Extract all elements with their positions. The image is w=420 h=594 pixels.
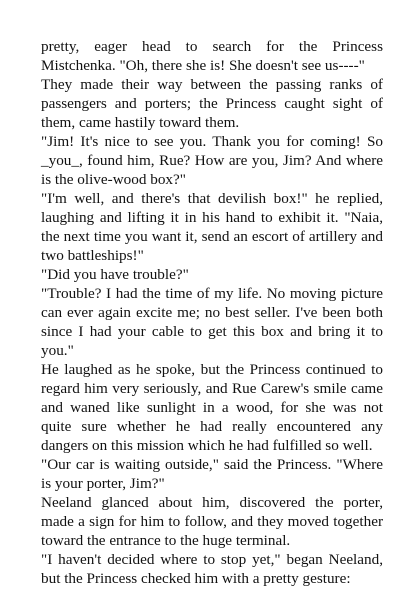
paragraph-10: "I haven't decided where to stop yet," began Neeland, but the Princess checked him with a pretty gesture: — [41, 551, 383, 587]
paragraph-9: Neeland glanced about him, discovered the porter, made a sign for him to follow, and they moved together toward the entrance to the huge terminal. — [41, 494, 383, 549]
paragraph-7: He laughed as he spoke, but the Princess continued to regard him very seriously, and Rue Carew's smile came and waned like sunlight in a wood, for she was not quite sure whether he had really encountered any dangers on this mission which he had fulfilled so well. — [41, 361, 383, 454]
paragraph-3: "Jim! It's nice to see you. Thank you for coming! So _you_, found him, Rue? How are you, Jim? And where is the olive-wood box?" — [41, 133, 383, 188]
paragraph-2: They made their way between the passing ranks of passengers and porters; the Princess caught sight of them, came hastily toward them. — [41, 76, 383, 131]
paragraph-5: "Did you have trouble?" — [41, 266, 189, 283]
paragraph-4: "I'm well, and there's that devilish box!" he replied, laughing and lifting it in his hand to exhibit it. "Naia, the next time you want it, send an escort of artillery and two battleships!" — [41, 190, 383, 264]
paragraph-8: "Our car is waiting outside," said the Princess. "Where is your porter, Jim?" — [41, 456, 383, 492]
document-page — [41, 37, 383, 588]
paragraph-1: pretty, eager head to search for the Princess Mistchenka. "Oh, there she is! She doesn't see us----" — [41, 38, 383, 74]
paragraph-6: "Trouble? I had the time of my life. No moving picture can ever again excite me; no best seller. I've been both since I had your cable to get this box and bring it to you." — [41, 285, 383, 359]
